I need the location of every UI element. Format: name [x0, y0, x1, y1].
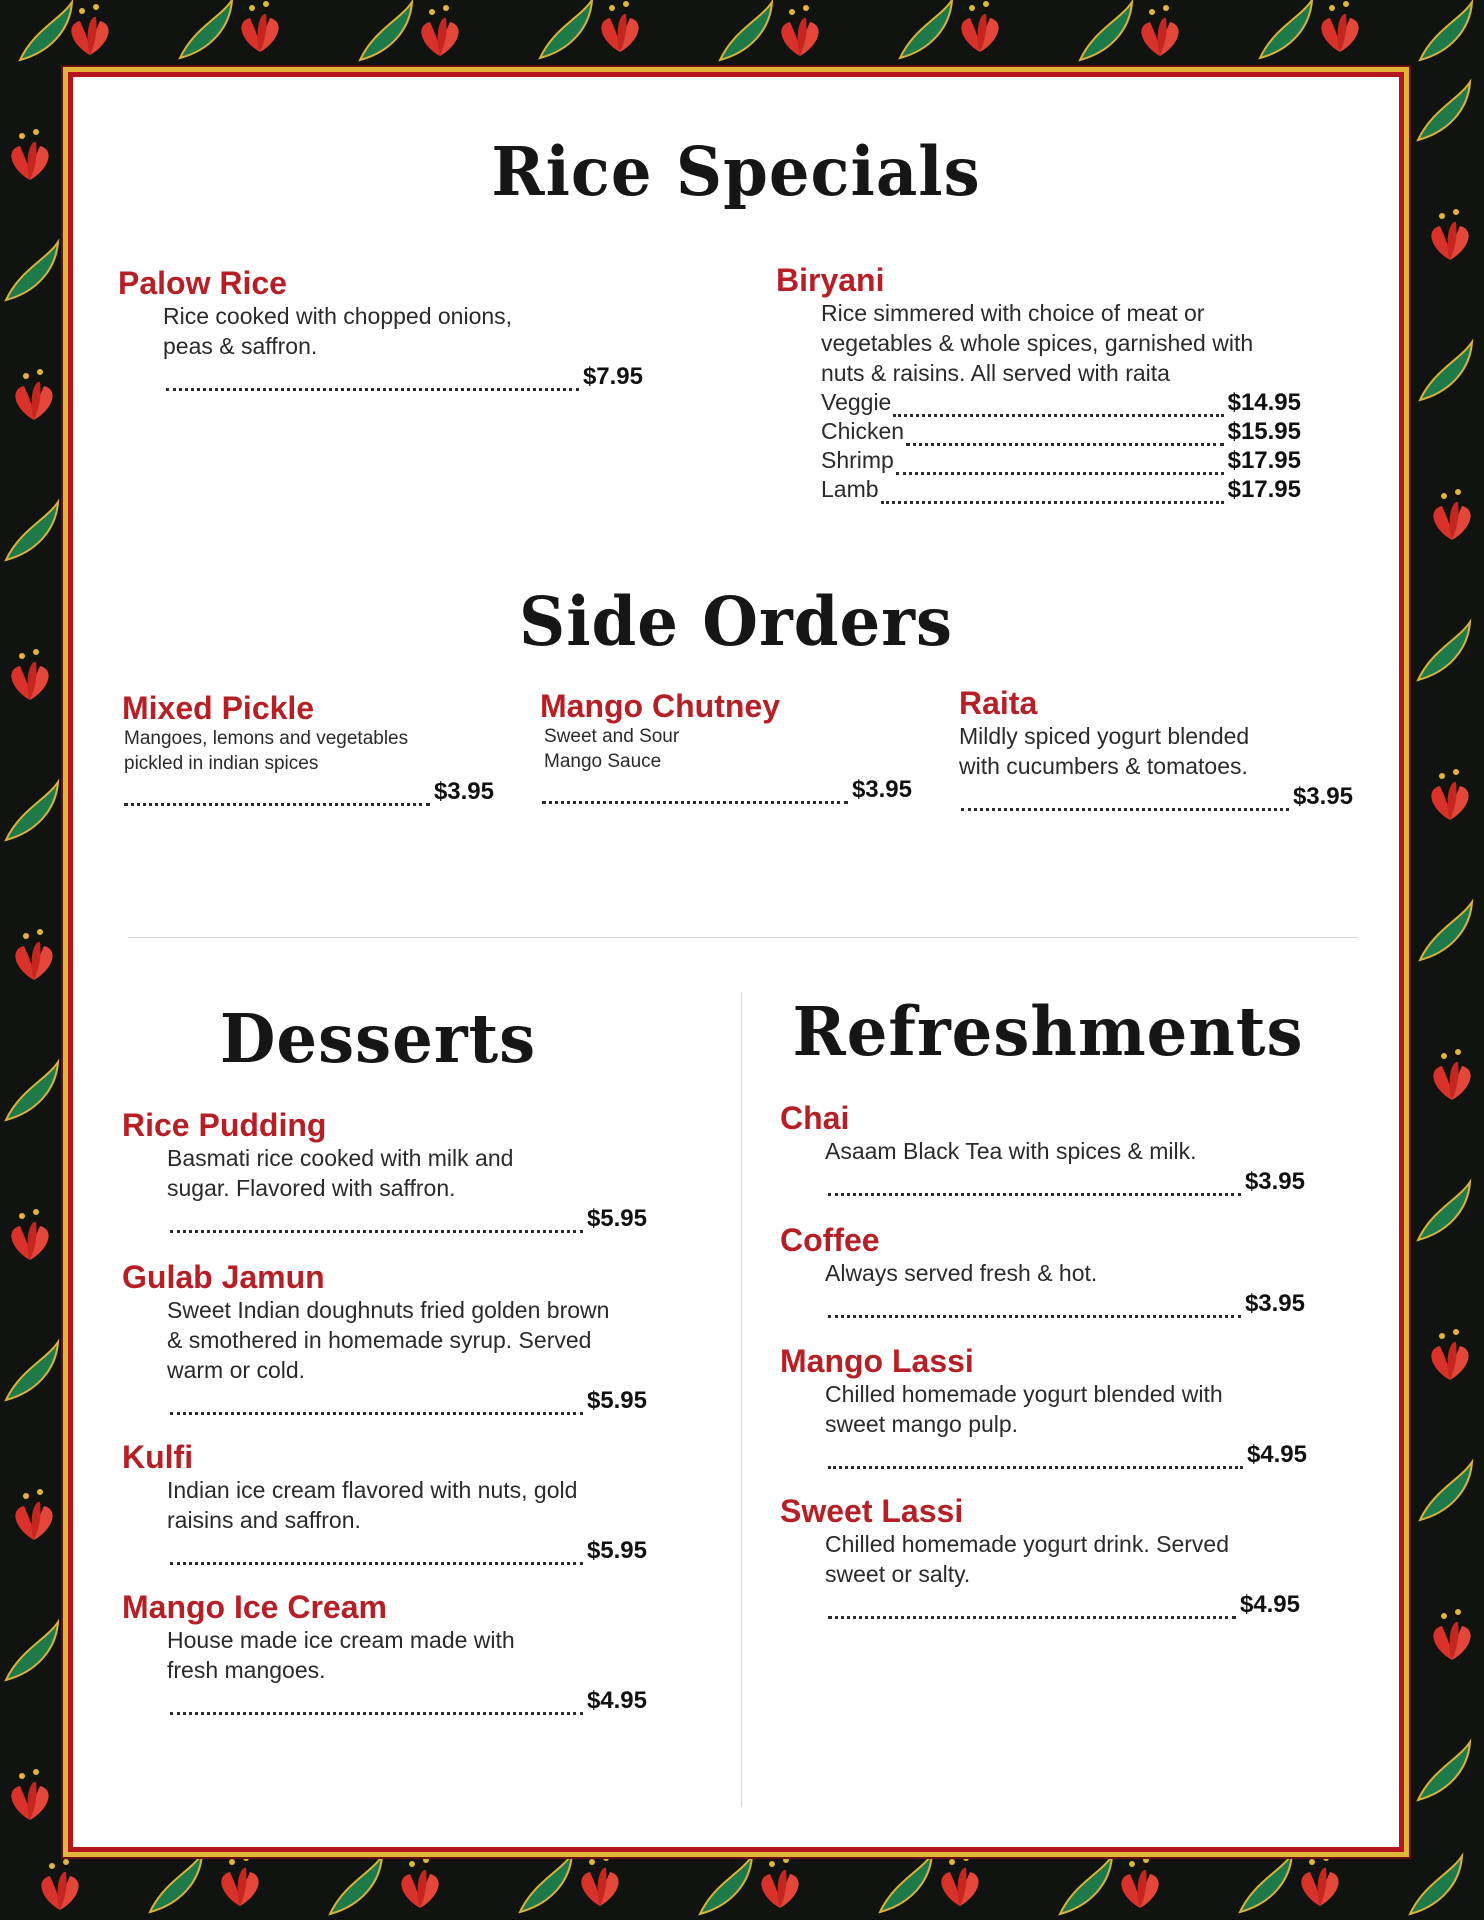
item-description: Indian ice cream flavored with nuts, gold raisins and saffron.	[167, 1477, 578, 1533]
item-price: $4.95	[1239, 1591, 1300, 1618]
price-row	[170, 1687, 647, 1715]
menu-item-palow-rice	[118, 265, 643, 391]
dot-leader	[828, 1297, 1241, 1318]
price-row	[170, 1205, 647, 1233]
price-row	[828, 1441, 1307, 1469]
item-price: $5.95	[586, 1537, 647, 1564]
option-label: Lamb	[821, 476, 879, 502]
rice-specials-title: Rice Specials	[491, 133, 981, 212]
item-name: Coffee	[780, 1222, 880, 1258]
item-description: Mangoes, lemons and vegetables pickled in indian spices	[124, 728, 409, 774]
dot-leader	[170, 1544, 583, 1565]
refreshments-title: Refreshments	[792, 993, 1304, 1072]
menu-item-kulfi	[122, 1439, 647, 1565]
item-description: Sweet Indian doughnuts fried golden brown & smothered in homemade syrup. Served warm or cold.	[167, 1297, 610, 1383]
option-row-lamb	[821, 475, 1301, 504]
item-description: Chilled homemade yogurt blended with sweet mango pulp.	[825, 1381, 1223, 1437]
item-name: Sweet Lassi	[780, 1493, 964, 1529]
menu-item-mango-chutney	[540, 688, 912, 804]
item-price: $4.95	[1246, 1441, 1307, 1468]
item-price: $3.95	[1244, 1168, 1305, 1195]
item-description: Asaam Black Tea with spices & milk.	[825, 1138, 1197, 1164]
option-label: Shrimp	[821, 447, 894, 473]
menu-item-sweet-lassi	[780, 1493, 1300, 1619]
item-description: Rice cooked with chopped onions, peas & saffron.	[163, 303, 513, 359]
menu-page	[68, 72, 1404, 1852]
desserts-title: Desserts	[219, 1000, 537, 1079]
menu-item-biryani	[776, 262, 1376, 504]
item-description: Chilled homemade yogurt drink. Served sweet or salty.	[825, 1531, 1229, 1587]
option-price: $14.95	[1227, 389, 1301, 416]
price-row	[828, 1290, 1305, 1318]
menu-item-coffee	[780, 1222, 1305, 1318]
price-row	[828, 1591, 1300, 1619]
dot-leader	[828, 1448, 1243, 1469]
price-row	[124, 778, 494, 806]
option-price: $15.95	[1227, 418, 1301, 445]
dot-leader	[896, 456, 1224, 475]
item-name: Chai	[780, 1100, 850, 1136]
menu-item-gulab-jamun	[122, 1259, 647, 1415]
dot-leader	[881, 485, 1224, 504]
dot-leader	[170, 1212, 583, 1233]
item-name: Mango Chutney	[540, 688, 780, 724]
option-price: $17.95	[1227, 447, 1301, 474]
option-row-chicken	[821, 417, 1301, 446]
option-row-shrimp	[821, 446, 1301, 475]
price-row	[166, 363, 643, 391]
price-row	[828, 1168, 1305, 1196]
item-name: Raita	[959, 685, 1038, 721]
dot-leader	[170, 1694, 583, 1715]
option-row-veggie	[821, 388, 1301, 417]
dot-leader	[906, 427, 1223, 446]
item-name: Mixed Pickle	[122, 690, 315, 726]
dot-leader	[542, 783, 848, 804]
column-divider	[741, 992, 742, 1807]
menu-item-mango-lassi	[780, 1343, 1307, 1469]
dot-leader	[170, 1394, 583, 1415]
item-name: Mango Lassi	[780, 1343, 974, 1379]
item-price: $3.95	[433, 778, 494, 805]
item-description: Sweet and Sour Mango Sauce	[544, 726, 680, 772]
item-price: $5.95	[586, 1387, 647, 1414]
price-row	[170, 1537, 647, 1565]
item-price: $3.95	[1292, 783, 1353, 810]
item-name: Palow Rice	[118, 265, 287, 301]
dot-leader	[961, 790, 1289, 811]
option-price: $17.95	[1227, 476, 1301, 503]
menu-item-rice-pudding	[122, 1107, 647, 1233]
dot-leader	[166, 370, 579, 391]
item-price: $3.95	[1244, 1290, 1305, 1317]
item-price: $4.95	[586, 1687, 647, 1714]
item-price: $7.95	[582, 363, 643, 390]
item-price: $5.95	[586, 1205, 647, 1232]
item-description: House made ice cream made with fresh mangoes.	[167, 1627, 515, 1683]
price-row	[170, 1387, 647, 1415]
item-description: Always served fresh & hot.	[825, 1260, 1098, 1286]
item-name: Rice Pudding	[122, 1107, 327, 1143]
menu-item-mango-ice-cream	[122, 1589, 647, 1715]
dot-leader	[828, 1598, 1236, 1619]
side-orders-title: Side Orders	[519, 583, 953, 662]
item-name: Biryani	[776, 262, 885, 298]
option-label: Chicken	[821, 418, 905, 444]
dot-leader	[828, 1175, 1241, 1196]
menu-item-raita	[959, 685, 1353, 811]
item-name: Mango Ice Cream	[122, 1589, 387, 1625]
dot-leader	[124, 785, 430, 806]
menu-item-mixed-pickle	[122, 690, 494, 806]
option-label: Veggie	[821, 389, 892, 415]
item-description: Basmati rice cooked with milk and sugar. Flavored with saffron.	[167, 1145, 514, 1201]
item-description: Mildly spiced yogurt blended with cucumbers & tomatoes.	[959, 723, 1250, 779]
price-row	[961, 783, 1353, 811]
menu-item-chai	[780, 1100, 1305, 1196]
price-row	[542, 776, 912, 804]
item-name: Gulab Jamun	[122, 1259, 325, 1295]
item-name: Kulfi	[122, 1439, 194, 1475]
dot-leader	[893, 398, 1223, 417]
item-description: Rice simmered with choice of meat or vegetables & whole spices, garnished with nuts & raisins. All served with raita	[821, 300, 1254, 386]
item-price: $3.95	[851, 776, 912, 803]
section-divider	[128, 937, 1358, 938]
